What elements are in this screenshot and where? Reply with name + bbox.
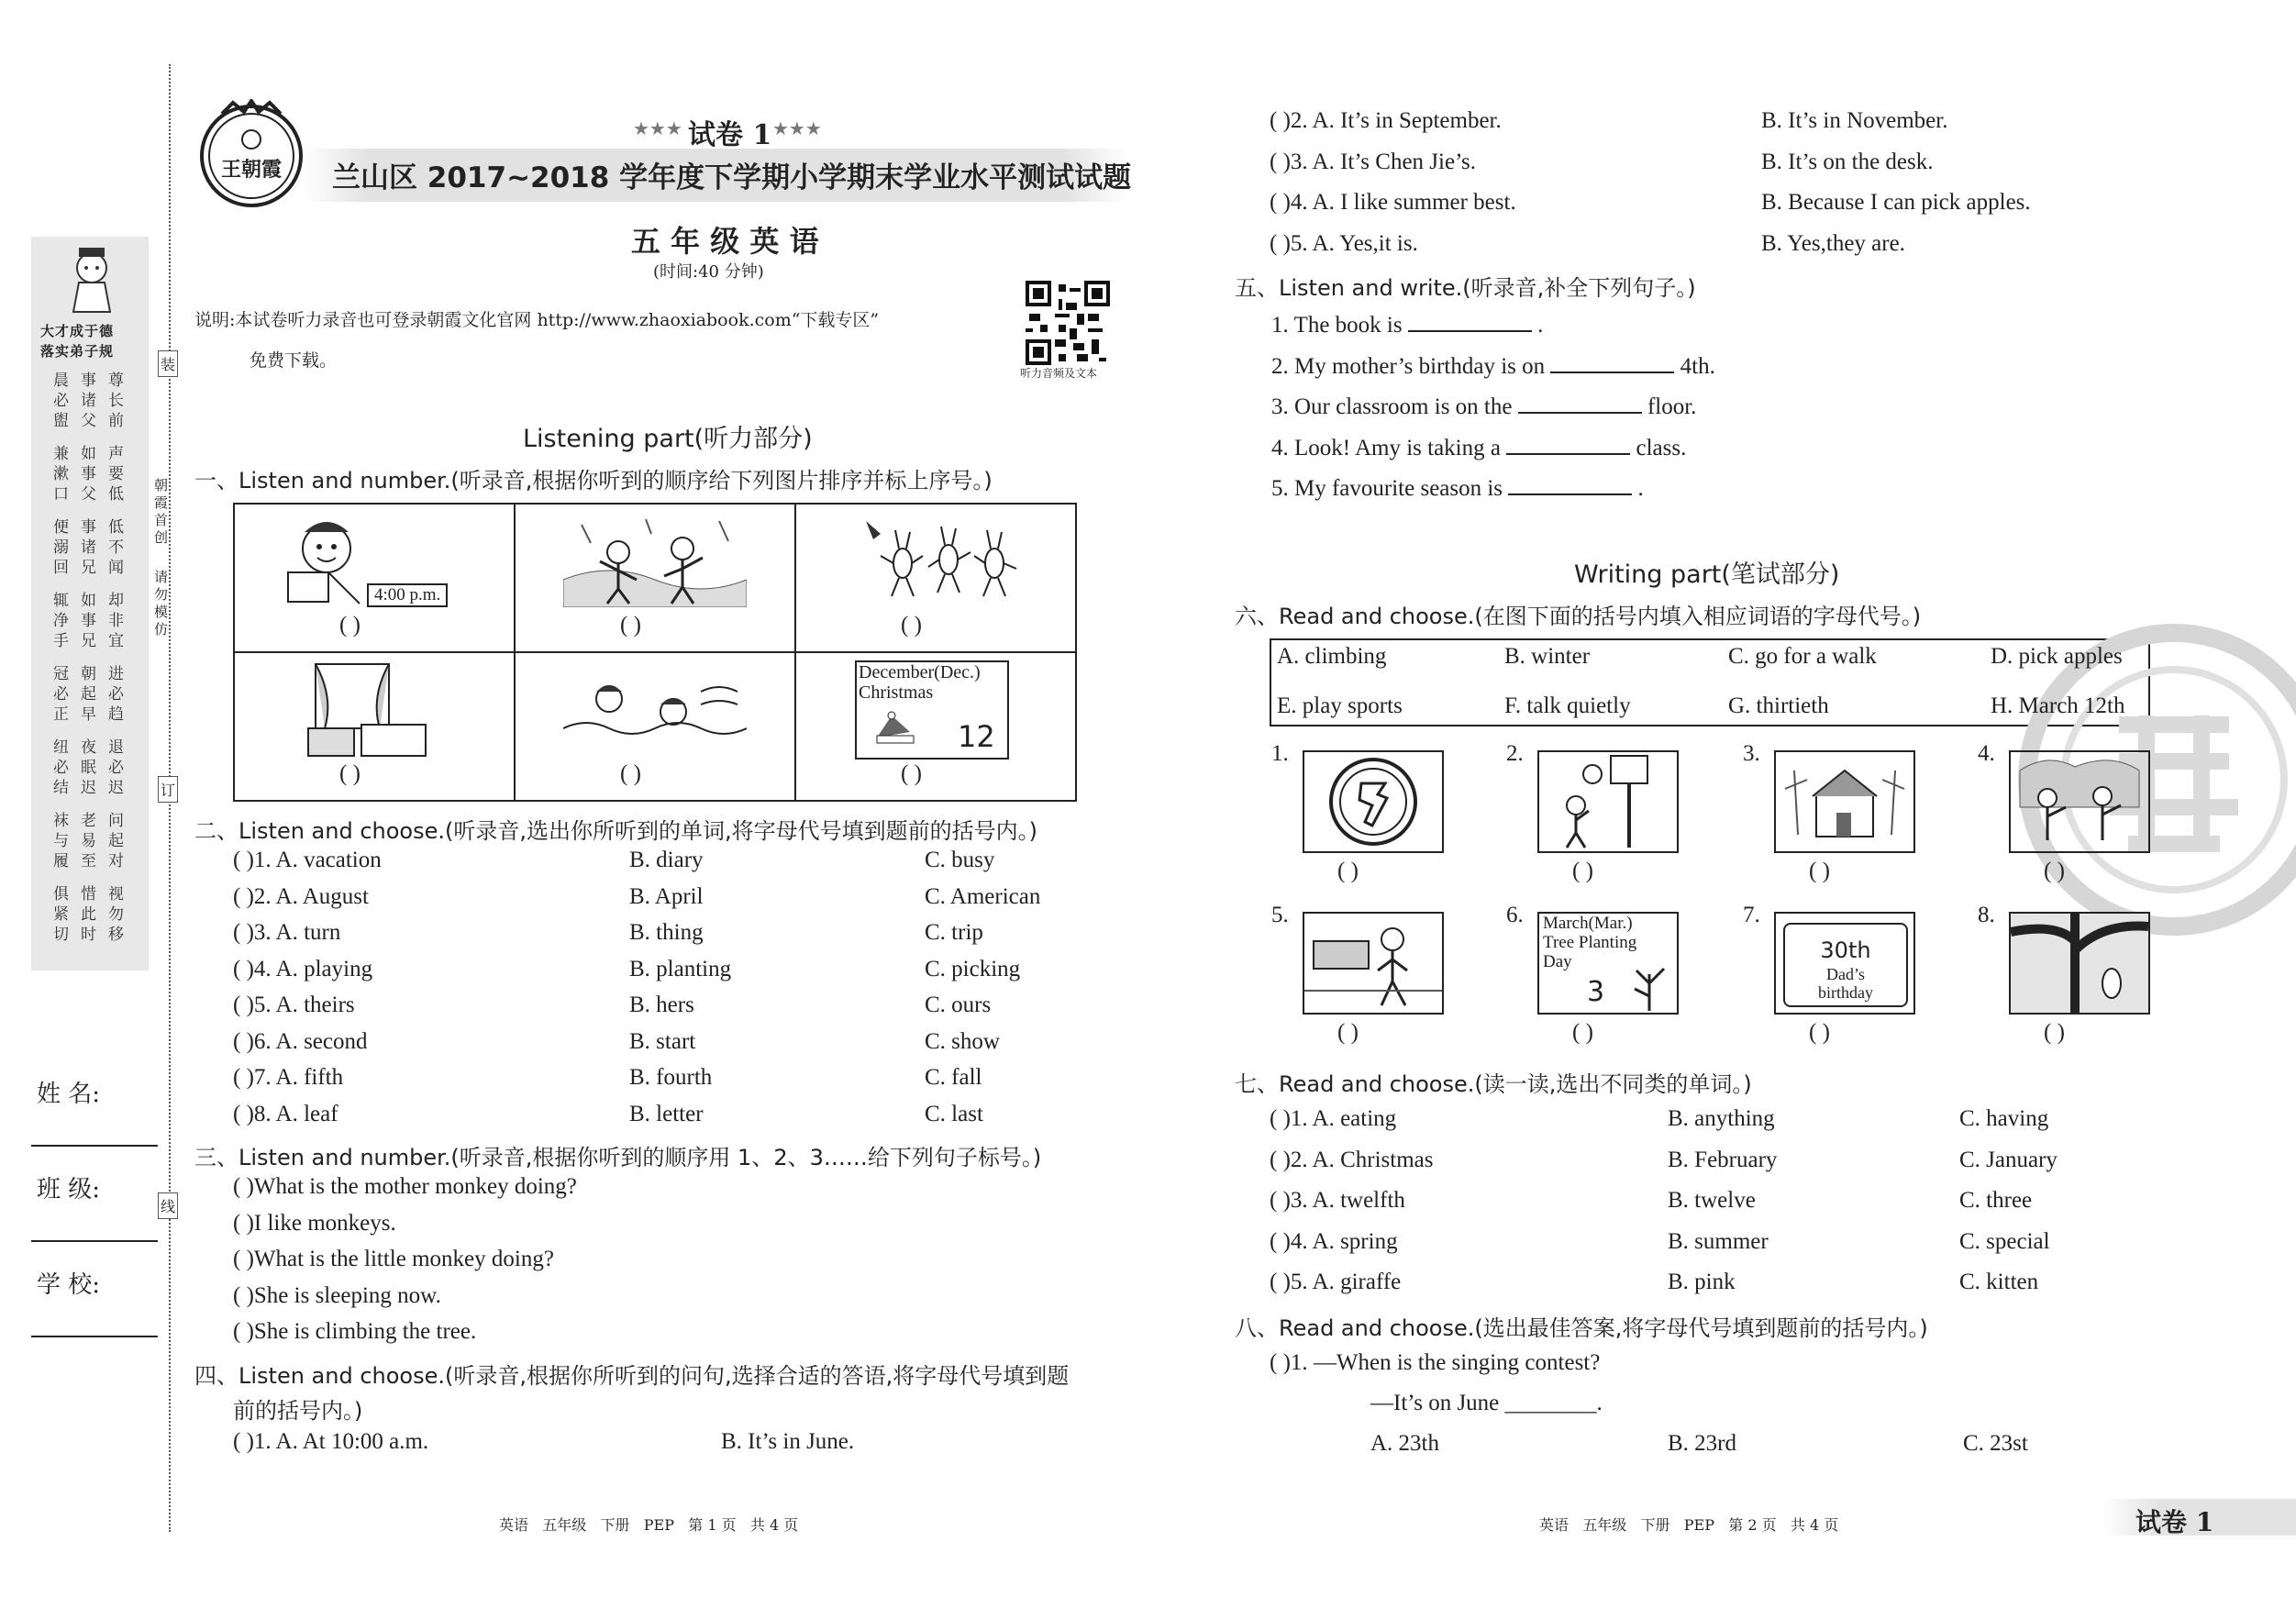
- proverb-char: 不: [108, 538, 124, 557]
- sec5-prefix: 5. My favourite season is: [1271, 476, 1503, 501]
- sec3-item[interactable]: ( )She is sleeping now.: [233, 1282, 441, 1308]
- sec7-item-b: B. pink: [1668, 1270, 1736, 1294]
- sec3-item[interactable]: ( )She is climbing the tree.: [233, 1319, 477, 1344]
- word-bank-option: C. go for a walk: [1728, 644, 1877, 669]
- proverb-char: 低: [108, 485, 124, 504]
- proverb-char: 却: [108, 592, 124, 610]
- proverb-char: 盥: [53, 412, 69, 430]
- proverb-char: 袜: [53, 812, 69, 830]
- picture-card: [2009, 912, 2150, 1015]
- section-2-title: 二、Listen and choose.(听录音,选出你所听到的单词,将字母代号填到题前的括号内。): [194, 818, 1037, 844]
- sec2-item-b: B. fourth: [629, 1065, 713, 1090]
- proverb-char: 兄: [81, 559, 96, 577]
- proverb-char: 迟: [108, 779, 124, 797]
- name-label: 姓 名:: [37, 1081, 101, 1108]
- proverb-char: 前: [108, 412, 124, 430]
- proverb-char: 宜: [108, 632, 124, 650]
- scholar-figure-image: [57, 240, 127, 314]
- sec4-item-b: B. It’s in November.: [1761, 108, 1948, 133]
- proverb-char: 父: [81, 485, 96, 504]
- sec2-item-a[interactable]: ( )1. A. vacation: [233, 848, 382, 872]
- sec5-suffix: class.: [1636, 435, 1687, 460]
- proverb-char: 手: [53, 632, 69, 650]
- sec7-item-c: C. having: [1959, 1106, 2049, 1131]
- sec4-item-1-a[interactable]: ( )1. A. At 10:00 a.m.: [233, 1429, 429, 1454]
- name-field[interactable]: [31, 1145, 158, 1147]
- answer-paren[interactable]: ( ): [901, 761, 922, 786]
- margin-note-1: 朝霞首创: [154, 477, 169, 546]
- writing-part-title: Writing part(笔试部分): [1574, 560, 1840, 589]
- section-8-title: 八、Read and choose.(选出最佳答案,将字母代号填到题前的括号内。): [1235, 1315, 1928, 1341]
- margin-note-2: 请勿模仿: [154, 569, 169, 638]
- proverb-char: 事: [81, 612, 96, 630]
- sec8-option-c: C. 23st: [1963, 1431, 2028, 1456]
- proverb-char: 眠: [81, 759, 96, 777]
- logo-text: 王朝霞: [220, 158, 282, 182]
- proverb-char: 父: [81, 412, 96, 430]
- picture-card: [2009, 750, 2150, 853]
- answer-paren[interactable]: ( ): [1337, 859, 1359, 883]
- winter-house-icon: [1776, 752, 1913, 851]
- sec2-item-b: B. letter: [629, 1101, 704, 1126]
- word-bank-option: E. play sports: [1277, 693, 1403, 718]
- proverb-char: 惜: [81, 885, 96, 904]
- proverb-char: 纽: [53, 738, 69, 757]
- sec4-item-b: B. It’s on the desk.: [1761, 149, 1934, 174]
- answer-paren[interactable]: ( ): [901, 613, 922, 638]
- answer-paren[interactable]: ( ): [620, 761, 641, 786]
- sec7-item-a[interactable]: ( )3. A. twelfth: [1270, 1188, 1405, 1213]
- proverb-char: 必: [108, 685, 124, 704]
- picture-number: 5.: [1271, 903, 1289, 927]
- sec5-suffix: .: [1537, 313, 1544, 338]
- proverb-char: 结: [53, 779, 69, 797]
- birthday-calendar-text: Dad’s birthday: [1818, 965, 1873, 1002]
- proverb-char: 进: [108, 665, 124, 683]
- sec2-item-c: C. picking: [925, 956, 1021, 981]
- proverb-char: 必: [53, 685, 69, 704]
- sec7-item-a[interactable]: ( )1. A. eating: [1270, 1106, 1397, 1131]
- sec5-blank[interactable]: [1550, 351, 1674, 373]
- sec8-question[interactable]: ( )1. —When is the singing contest?: [1270, 1350, 1601, 1375]
- pic-dancing-rabbits: [795, 504, 1076, 652]
- walk-icon: [1304, 914, 1442, 1013]
- proverb-char: 回: [53, 559, 69, 577]
- sec8-option-b: B. 23rd: [1668, 1431, 1736, 1456]
- proverb-char: 视: [108, 885, 124, 904]
- picture-card: [1774, 912, 1915, 1015]
- class-field[interactable]: [31, 1240, 158, 1242]
- tree-day-card-text: March(Mar.) Tree Planting Day: [1543, 914, 1637, 971]
- proverb-char: 此: [81, 905, 96, 924]
- picture-number: 6.: [1506, 903, 1524, 927]
- sec2-item-c: C. busy: [925, 848, 995, 872]
- stars-right: ★★★: [772, 117, 822, 139]
- clock-label: 4:00 p.m.: [367, 583, 448, 607]
- stars-left: ★★★: [633, 117, 682, 139]
- section-4-title: 四、Listen and choose.(听录音,根据你所听到的问句,选择合适的答语,将字母代号填到题: [194, 1363, 1070, 1389]
- picture-number: 4.: [1978, 741, 1995, 766]
- proverb-char: 冠: [53, 665, 69, 683]
- section-1-picture-grid: [233, 503, 1077, 802]
- sec2-item-b: B. hers: [629, 993, 694, 1017]
- proverb-char: 长: [108, 392, 124, 410]
- word-bank-option: H. March 12th: [1991, 693, 2125, 718]
- picture-card: [1774, 750, 1915, 853]
- sec4-item-a[interactable]: ( )3. A. It’s Chen Jie’s.: [1270, 149, 1476, 174]
- proverb-char: 事: [81, 465, 96, 483]
- sec4-item-1-b: B. It’s in June.: [721, 1429, 855, 1454]
- section-6-title: 六、Read and choose.(在图下面的括号内填入相应词语的字母代号。): [1235, 604, 1922, 629]
- calendar-text: December(Dec.) Christmas: [859, 662, 981, 703]
- sec7-item-b: B. February: [1668, 1147, 1778, 1172]
- sec3-item[interactable]: ( )What is the mother monkey doing?: [233, 1174, 577, 1199]
- sec7-item-c: C. three: [1959, 1188, 2033, 1213]
- sec4-item-a[interactable]: ( )4. A. I like summer best.: [1270, 190, 1516, 215]
- sec2-item-c: C. show: [925, 1028, 1000, 1054]
- sec2-item-a[interactable]: ( )5. A. theirs: [233, 993, 355, 1017]
- proverb-char: 诸: [81, 392, 96, 410]
- pic-christmas-calendar: [795, 652, 1076, 801]
- picture-number: 8.: [1978, 903, 1995, 927]
- calendar-card: [855, 660, 1009, 760]
- proverb-char: 对: [108, 852, 124, 871]
- footer-right: 英语 五年级 下册 PEP 第 2 页 共 4 页: [1539, 1516, 1839, 1534]
- section-7-title: 七、Read and choose.(读一读,选出不同类的单词。): [1235, 1071, 1752, 1097]
- proverb-char: 净: [53, 612, 69, 630]
- sec2-item-b: B. diary: [629, 848, 704, 872]
- sec5-suffix: .: [1637, 476, 1644, 501]
- sec2-item-a[interactable]: ( )3. A. turn: [233, 920, 341, 945]
- answer-paren[interactable]: ( ): [339, 761, 360, 786]
- answer-paren[interactable]: ( ): [1809, 1020, 1830, 1045]
- proverb-char: 退: [108, 738, 124, 757]
- picture-number: 2.: [1506, 741, 1524, 766]
- climbing-icon: [2011, 914, 2148, 1013]
- sec7-item-a[interactable]: ( )5. A. giraffe: [1270, 1270, 1402, 1294]
- proverb-char: 兄: [81, 632, 96, 650]
- sec2-item-a[interactable]: ( )2. A. August: [233, 883, 369, 909]
- pic-snow-fight: [515, 504, 795, 652]
- picture-number: 3.: [1743, 741, 1760, 766]
- answer-paren[interactable]: ( ): [1572, 859, 1593, 883]
- section-3-title: 三、Listen and number.(听录音,根据你听到的顺序用 1、2、3……给下列句子标号。): [194, 1145, 1042, 1170]
- sec5-prefix: 1. The book is: [1271, 313, 1403, 338]
- picture-card: [1537, 912, 1679, 1015]
- sec2-item-b: B. start: [629, 1028, 696, 1054]
- sec8-answer-line: —It’s on June ________.: [1370, 1391, 1603, 1415]
- proverb-char: 紧: [53, 905, 69, 924]
- sec7-item-b: B. summer: [1668, 1228, 1769, 1254]
- school-label: 学 校:: [37, 1271, 101, 1299]
- proverb-char: 兼: [53, 445, 69, 463]
- proverb-char: 尊: [108, 372, 124, 390]
- proverb-char: 问: [108, 812, 124, 830]
- proverb-char: 必: [53, 759, 69, 777]
- qr-code[interactable]: [1026, 281, 1110, 365]
- sec7-item-a[interactable]: ( )2. A. Christmas: [1270, 1147, 1434, 1172]
- sec2-item-a[interactable]: ( )4. A. playing: [233, 956, 373, 981]
- answer-paren[interactable]: ( ): [1337, 1020, 1359, 1045]
- tree-icon: [1627, 956, 1673, 1011]
- sec2-item-c: C. fall: [925, 1065, 982, 1090]
- answer-paren[interactable]: ( ): [2044, 1020, 2065, 1045]
- paper-tag: 试卷 1: [688, 119, 772, 151]
- sec5-prefix: 3. Our classroom is on the: [1271, 394, 1513, 419]
- sec4-item-a[interactable]: ( )2. A. It’s in September.: [1270, 108, 1502, 133]
- picture-number: 7.: [1743, 903, 1760, 927]
- exam-title: 兰山区 2017~2018 学年度下学期小学期末学业水平测试试题: [332, 161, 1132, 194]
- proverb-char: 闻: [108, 559, 124, 577]
- section-4-title-cont: 前的括号内。): [233, 1398, 363, 1424]
- sec5-item: [1271, 310, 1543, 338]
- sec5-item: [1271, 433, 1686, 461]
- school-field[interactable]: [31, 1336, 158, 1337]
- proverb-char: 正: [53, 705, 69, 724]
- proverb-char: 要: [108, 465, 124, 483]
- proverb-char: 时: [81, 926, 96, 944]
- sec5-prefix: 2. My mother’s birthday is on: [1271, 353, 1546, 379]
- proverb-char: 迟: [81, 779, 96, 797]
- sec3-item[interactable]: ( )I like monkeys.: [233, 1210, 396, 1236]
- apple-picking-icon: [2011, 752, 2148, 851]
- proverb-char: 事: [81, 372, 96, 390]
- sec4-item-b: B. Yes,they are.: [1761, 230, 1905, 256]
- answer-paren[interactable]: ( ): [1809, 859, 1830, 883]
- sec3-item[interactable]: ( )What is the little monkey doing?: [233, 1247, 554, 1271]
- note-line-1: 说明:本试卷听力录音也可登录朝霞文化官网 http://www.zhaoxiabook.com“下载专区”: [194, 310, 880, 330]
- answer-paren[interactable]: ( ): [2044, 859, 2065, 883]
- proverb-char: 辄: [53, 592, 69, 610]
- birthday-calendar-day: 30th: [1820, 937, 1871, 963]
- picture-number: 1.: [1271, 741, 1289, 766]
- proverb-char: 便: [53, 518, 69, 537]
- sec5-suffix: floor.: [1647, 394, 1697, 419]
- pic-girl-reading: [234, 504, 515, 652]
- logo: [196, 99, 306, 209]
- proverb-char: 老: [81, 812, 96, 830]
- pic-swimming-kids: [515, 652, 795, 801]
- word-bank-option: F. talk quietly: [1504, 693, 1631, 718]
- sec5-blank[interactable]: [1508, 473, 1632, 495]
- sec2-item-b: B. thing: [629, 920, 704, 945]
- footer-left: 英语 五年级 下册 PEP 第 1 页 共 4 页: [499, 1516, 799, 1534]
- class-label: 班 级:: [37, 1176, 101, 1203]
- margin-mark-ding: 订: [158, 776, 178, 803]
- sec5-prefix: 4. Look! Amy is taking a: [1271, 435, 1501, 460]
- proverb-char: 切: [53, 926, 69, 944]
- sec2-item-c: C. trip: [925, 920, 983, 945]
- sec5-suffix: 4th.: [1680, 353, 1715, 379]
- proverb-char: 履: [53, 852, 69, 871]
- sec2-item-c: C. ours: [925, 993, 992, 1017]
- section-5-title: 五、Listen and write.(听录音,补全下列句子。): [1235, 275, 1696, 301]
- sec5-item: [1271, 392, 1696, 420]
- word-bank-option: A. climbing: [1277, 644, 1387, 669]
- proverb-char: 溺: [53, 538, 69, 557]
- note-line-2: 免费下载。: [250, 350, 338, 371]
- pic-room-window: [234, 652, 515, 801]
- proverb-char: 口: [53, 485, 69, 504]
- proverb-char: 勿: [108, 905, 124, 924]
- footer-tag: 试卷 1: [2135, 1507, 2214, 1537]
- motto-line-1: 大才成于德: [40, 323, 115, 339]
- listening-part-title: Listening part(听力部分): [523, 425, 813, 453]
- proverb-char: 晨: [53, 372, 69, 390]
- sec7-item-b: B. anything: [1668, 1106, 1775, 1131]
- calendar-day: 12: [958, 719, 995, 754]
- sec5-blank[interactable]: [1408, 310, 1532, 332]
- proverb-char: 与: [53, 832, 69, 850]
- answer-paren[interactable]: ( ): [620, 613, 641, 638]
- tree-day-card-number: 3: [1587, 976, 1605, 1008]
- word-bank-option: D. pick apples: [1991, 644, 2123, 669]
- proverb-char: 起: [108, 832, 124, 850]
- subject-title: 五 年 级 英 语: [631, 224, 819, 259]
- sec5-item: [1271, 351, 1715, 380]
- proverb-char: 如: [81, 445, 96, 463]
- answer-paren[interactable]: ( ): [1572, 1020, 1593, 1045]
- sec2-item-a[interactable]: ( )7. A. fifth: [233, 1065, 344, 1090]
- proverb-char: 趋: [108, 705, 124, 724]
- proverb-columns: [53, 367, 136, 954]
- proverb-char: 易: [81, 832, 96, 850]
- qr-caption: 听力音频及文本: [1020, 367, 1098, 380]
- sec2-item-c: C. last: [925, 1101, 983, 1126]
- proverb-char: 俱: [53, 885, 69, 904]
- sec7-item-c: C. kitten: [1959, 1270, 2039, 1294]
- section-1-title: 一、Listen and number.(听录音,根据你听到的顺序给下列图片排序并标上序号。): [194, 468, 993, 494]
- sec5-item: [1271, 473, 1644, 502]
- proverb-char: 诸: [81, 538, 96, 557]
- proverb-char: 起: [81, 685, 96, 704]
- sports-icon: [1304, 752, 1442, 851]
- picture-card: [1303, 750, 1444, 853]
- sec2-item-b: B. planting: [629, 956, 732, 981]
- proverb-char: 必: [53, 392, 69, 410]
- margin-mark-xian: 线: [158, 1192, 178, 1219]
- sec7-item-b: B. twelve: [1668, 1188, 1756, 1213]
- answer-paren[interactable]: ( ): [339, 613, 360, 638]
- proverb-char: 朝: [81, 665, 96, 683]
- proverb-char: 至: [81, 852, 96, 871]
- sec2-item-c: C. American: [925, 883, 1041, 909]
- time-limit: (时间:40 分钟): [653, 262, 764, 282]
- proverb-char: 夜: [81, 738, 96, 757]
- proverb-char: 早: [81, 705, 96, 724]
- proverb-char: 漱: [53, 465, 69, 483]
- sec5-blank[interactable]: [1506, 433, 1630, 455]
- basketball-icon: [1539, 752, 1677, 851]
- proverb-char: 低: [108, 518, 124, 537]
- proverb-char: 如: [81, 592, 96, 610]
- proverb-char: 事: [81, 518, 96, 537]
- picture-card: [1537, 750, 1679, 853]
- margin-mark-zhuang: 装: [158, 350, 178, 377]
- sec4-item-a[interactable]: ( )5. A. Yes,it is.: [1270, 230, 1418, 256]
- picture-card: [1303, 912, 1444, 1015]
- word-bank-option: B. winter: [1504, 644, 1591, 669]
- sec2-item-a[interactable]: ( )8. A. leaf: [233, 1101, 338, 1126]
- birthday-calendar: [1783, 923, 1908, 1007]
- sec2-item-a[interactable]: ( )6. A. second: [233, 1028, 368, 1054]
- sec2-item-b: B. April: [629, 883, 704, 909]
- sec7-item-a[interactable]: ( )4. A. spring: [1270, 1228, 1398, 1254]
- sec7-item-c: C. January: [1959, 1147, 2058, 1172]
- proverb-char: 移: [108, 926, 124, 944]
- proverb-char: 非: [108, 612, 124, 630]
- sec7-item-c: C. special: [1959, 1228, 2050, 1254]
- proverb-char: 声: [108, 445, 124, 463]
- sec4-item-b: B. Because I can pick apples.: [1761, 190, 2031, 215]
- sec8-option-a: A. 23th: [1370, 1431, 1439, 1456]
- word-bank-option: G. thirtieth: [1728, 693, 1829, 718]
- proverb-char: 必: [108, 759, 124, 777]
- sec5-blank[interactable]: [1518, 392, 1642, 414]
- motto-line-2: 落实弟子规: [40, 343, 115, 360]
